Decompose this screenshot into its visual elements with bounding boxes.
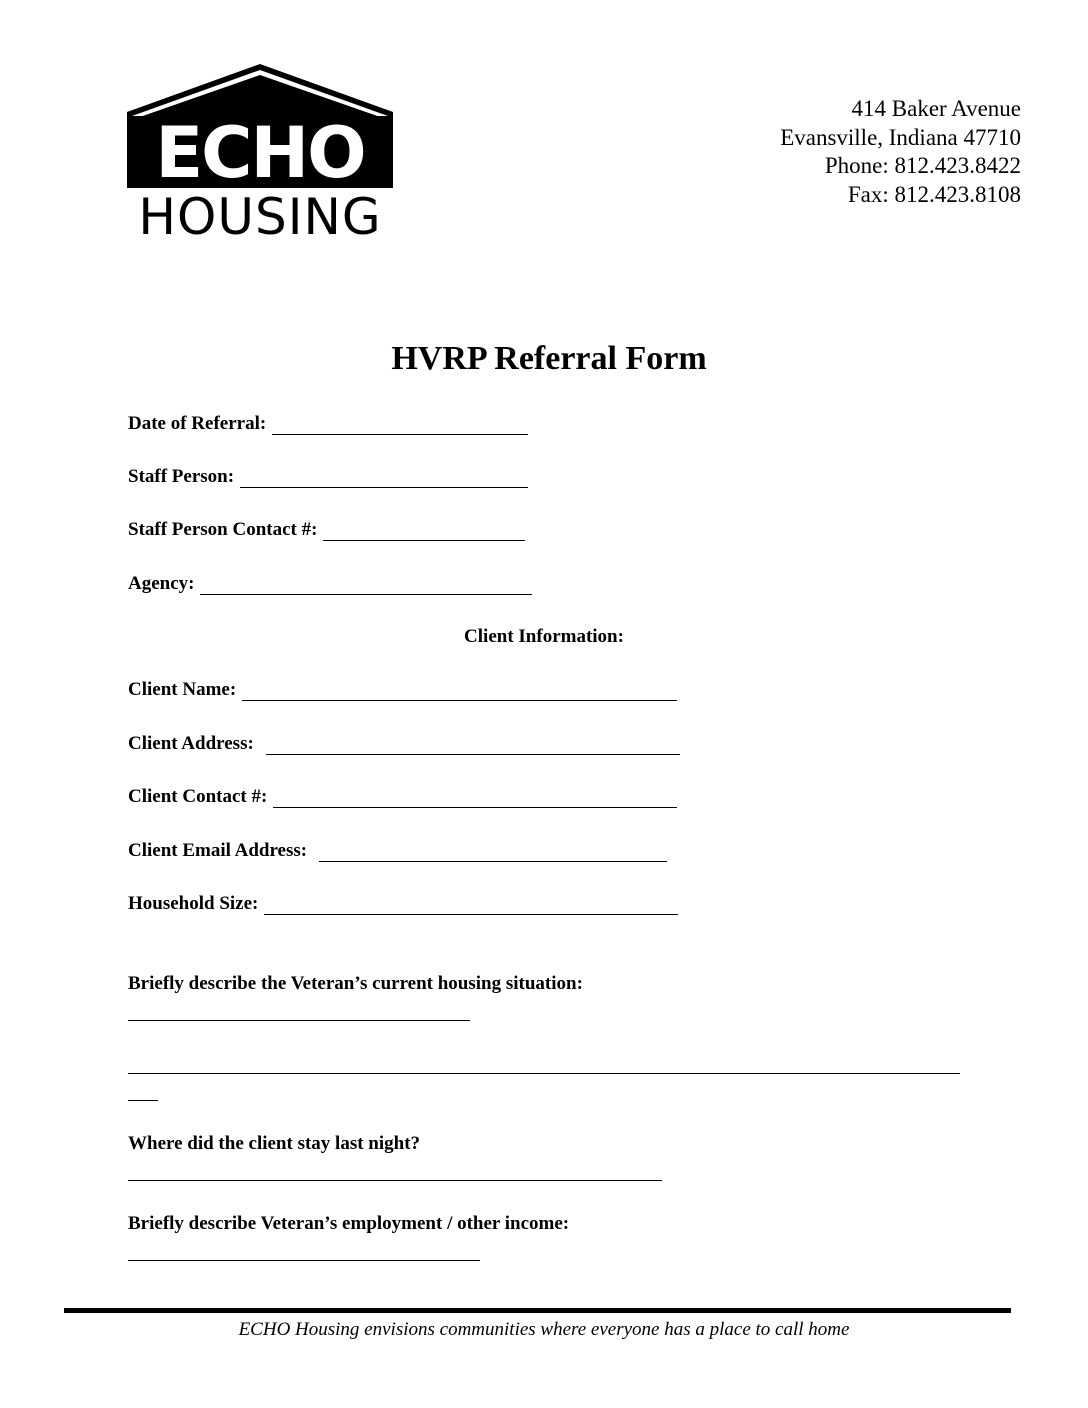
last-night-question: Where did the client stay last night? bbox=[128, 1133, 421, 1154]
date-of-referral-label: Date of Referral: bbox=[128, 413, 267, 434]
address-block bbox=[780, 95, 1021, 209]
employment-line[interactable] bbox=[128, 1260, 480, 1261]
client-name-blank[interactable] bbox=[242, 682, 677, 701]
household-size-blank[interactable] bbox=[264, 896, 678, 915]
client-contact-blank[interactable] bbox=[273, 789, 677, 808]
staff-person-label: Staff Person: bbox=[128, 466, 235, 487]
client-address-label: Client Address: bbox=[128, 733, 254, 754]
household-size-field bbox=[128, 893, 678, 915]
housing-situation-question: Briefly describe the Veteran’s current housing situation: bbox=[128, 973, 583, 994]
household-size-label: Household Size: bbox=[128, 893, 259, 914]
agency-field bbox=[128, 573, 532, 595]
address-city: Evansville, Indiana 47710 bbox=[780, 124, 1021, 150]
staff-person-blank[interactable] bbox=[240, 469, 528, 488]
housing-situation-line-2[interactable] bbox=[128, 1073, 960, 1074]
staff-contact-blank[interactable] bbox=[323, 522, 525, 541]
client-address-blank[interactable] bbox=[266, 736, 680, 755]
client-email-label: Client Email Address: bbox=[128, 840, 308, 861]
date-of-referral-blank[interactable] bbox=[272, 416, 528, 435]
client-contact-label: Client Contact #: bbox=[128, 786, 268, 807]
client-contact-field bbox=[128, 786, 677, 808]
agency-blank[interactable] bbox=[200, 576, 532, 595]
echo-housing-logo bbox=[127, 64, 393, 236]
housing-situation-line-1[interactable] bbox=[128, 1020, 470, 1021]
agency-label: Agency: bbox=[128, 573, 195, 594]
client-email-blank[interactable] bbox=[319, 843, 667, 862]
footer-rule bbox=[64, 1308, 1011, 1313]
client-name-field bbox=[128, 679, 677, 701]
date-of-referral-field bbox=[128, 413, 528, 435]
staff-person-field bbox=[128, 466, 528, 488]
client-address-field bbox=[128, 733, 680, 755]
last-night-line[interactable] bbox=[128, 1180, 662, 1181]
staff-contact-field bbox=[128, 519, 525, 541]
client-name-label: Client Name: bbox=[128, 679, 237, 700]
client-email-field bbox=[128, 840, 667, 862]
employment-question: Briefly describe Veteran’s employment / other income: bbox=[128, 1213, 570, 1234]
address-phone: Phone: 812.423.8422 bbox=[824, 153, 1021, 178]
page-title: HVRP Referral Form bbox=[391, 340, 707, 377]
logo-housing-text: HOUSING bbox=[138, 188, 382, 236]
client-information-heading: Client Information: bbox=[464, 626, 624, 647]
footer-tagline: ECHO Housing envisions communities where everyone has a place to call home bbox=[238, 1319, 850, 1340]
address-fax: Fax: 812.423.8108 bbox=[847, 181, 1021, 207]
address-street: 414 Baker Avenue bbox=[851, 96, 1021, 121]
housing-situation-line-3[interactable] bbox=[128, 1100, 158, 1101]
logo-echo-text: ECHO bbox=[155, 112, 365, 194]
staff-contact-label: Staff Person Contact #: bbox=[128, 519, 318, 540]
